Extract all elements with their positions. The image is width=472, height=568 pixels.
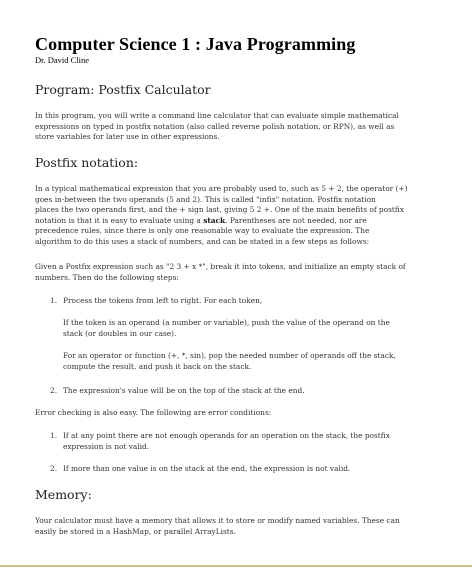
given-line-1: Given a Postfix expression such as "2 3 + x *", break it into tokens, and initialize an empty stack of [35,262,406,271]
program-heading: Program: Postfix Calculator [35,82,211,97]
postfix-line-2: goes in-between the two operands (5 and 2). This is called "infix" notation. Postfix notation [35,194,376,204]
error-text [63,431,433,452]
step-1-operator-rule [63,351,435,372]
error-text: If more than one value is on the stack at the end, the expression is not valid. [63,464,351,473]
postfix-line-4 [35,216,437,227]
step-text: The expression's value will be on the top of the stack at the end. [63,386,305,395]
memory-heading: Memory: [35,487,92,502]
memory-paragraph [35,516,437,537]
postfix-line-4-start: notation is that it is easy to evaluate using a [35,215,204,225]
postfix-line-6: algorithm to do this uses a stack of numbers, and can be stated in a few steps as follows: [35,236,370,246]
memory-line-1: Your calculator must have a memory that allows it to store or modify named variables. These can [35,516,400,525]
step-text: Process the tokens from left to right. For each token, [63,296,263,305]
error-intro [35,408,437,419]
given-line-2: numbers. Then do the following steps: [35,272,179,282]
bottom-divider [0,565,472,567]
error-1-line-1: If at any point there are not enough operands for an operation on the stack, the postfix [63,431,390,440]
program-line-3: store variables for later use in other expressions. [35,132,220,141]
stack-keyword: stack [203,215,226,225]
author-name: Dr. David Cline [35,55,90,65]
postfix-paragraph-1 [35,184,437,247]
operand-rule-line-1: If the token is an operand (a number or variable), push the value of the operand on the [63,318,390,327]
operator-rule-line-1: For an operator or function (+, *, sin), pop the needed number of operands off the stack, [63,351,396,360]
program-line-1: In this program, you will write a command line calculator that can evaluate simple mathematical [35,111,399,120]
postfix-line-1: In a typical mathematical expression that you are probably used to, such as 5 + 2, the operator (+) [35,184,408,193]
step-number: 1. [50,296,58,305]
error-intro-text: Error checking is also easy. The following are error conditions: [35,408,272,417]
postfix-line-3: places the two operands first, and the + sign last, giving 5 2 +. One of the main benefits of postfix [35,205,404,214]
step-number: 2. [50,386,58,395]
postfix-heading: Postfix notation: [35,155,139,170]
error-number: 1. [50,431,58,440]
operand-rule-line-2: stack (or doubles in our case). [63,328,177,338]
document-title: Computer Science 1 : Java Programming [35,34,356,54]
error-1-line-2: expression is not valid. [63,441,150,451]
program-line-2: expressions on typed in postfix notation (also called reverse polish notation, or RPN), as well as [35,121,395,131]
step-1-operand-rule [63,318,435,339]
program-paragraph [35,111,437,143]
memory-line-2: easily be stored in a HashMap, or parallel ArrayLists. [35,526,236,536]
operator-rule-line-2: compute the result, and push it back on the stack. [63,361,252,371]
error-number: 2. [50,464,58,473]
postfix-line-5: precedence rules, since there is only one reasonable way to evaluate the expression. The [35,226,370,235]
postfix-line-4-end: . Parentheses are not needed, nor are [225,215,367,225]
postfix-paragraph-2 [35,262,437,283]
